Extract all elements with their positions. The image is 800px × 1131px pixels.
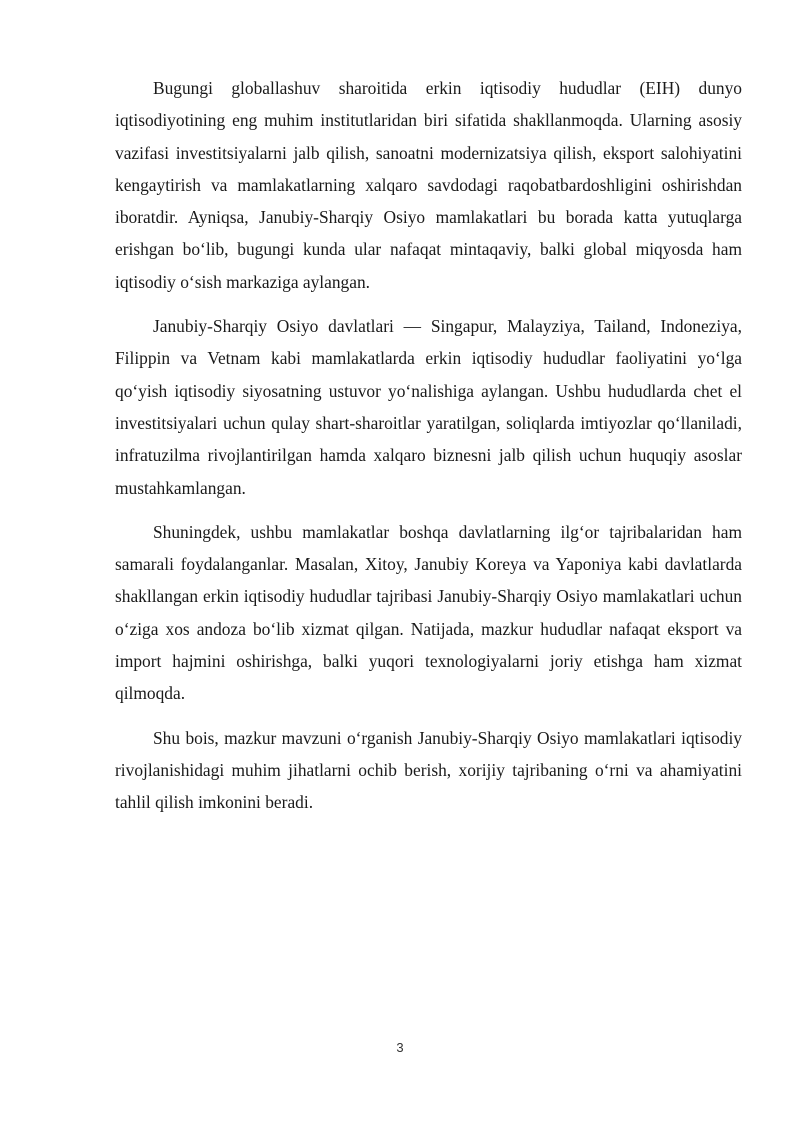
paragraph: Bugungi globallashuv sharoitida erkin iqtisodiy hududlar (EIH) dunyo iqtisodiyotining eng muhim institutlaridan biri sifatida shakllanmoqda. Ularning asosiy vazifasi investitsiyalarni jalb qilish, sanoatni modernizatsiya qilish, eksport salohiyatini kengaytirish va mamlakatlarning xalqaro savdodagi raqobatbardoshligini oshirishdan iboratdir. Ayniqsa, Janubiy-Sharqiy Osiyo mamlakatlari bu borada katta yutuqlarga erishgan bo‘lib, bugungi kunda ular nafaqat mintaqaviy, balki global miqyosda ham iqtisodiy o‘sish markaziga aylangan. bbox=[115, 78, 742, 292]
page-number: 3 bbox=[396, 1040, 404, 1055]
paragraph: Shu bois, mazkur mavzuni o‘rganish Janubiy-Sharqiy Osiyo mamlakatlari iqtisodiy rivojlanishidagi muhim jihatlarni ochib berish, xorijiy tajribaning o‘rni va ahamiyatini tahlil qilish imkonini beradi. bbox=[115, 727, 742, 813]
body-text bbox=[115, 72, 742, 831]
paragraph: Janubiy-Sharqiy Osiyo davlatlari — Singapur, Malayziya, Tailand, Indoneziya, Filippin va Vetnam kabi mamlakatlarda erkin iqtisodiy hududlar faoliyatini yo‘lga qo‘yish iqtisodiy siyosatning ustuvor yo‘nalishiga aylangan. Ushbu hududlarda chet el investitsiyalari uchun qulay shart-sharoitlar yaratilgan, soliqlarda imtiyozlar qo‘llaniladi, infratuzilma rivojlantirilgan hamda xalqaro biznesni jalb qilish uchun huquqiy asoslar mustahkamlangan. bbox=[115, 316, 742, 498]
paragraph: Shuningdek, ushbu mamlakatlar boshqa davlatlarning ilg‘or tajribalaridan ham samarali foydalanganlar. Masalan, Xitoy, Janubiy Koreya va Yaponiya kabi davlatlarda shakllangan erkin iqtisodiy hududlar tajribasi Janubiy-Sharqiy Osiyo mamlakatlari uchun o‘ziga xos andoza bo‘lib xizmat qilgan. Natijada, mazkur hududlar nafaqat eksport va import hajmini oshirishga, balki yuqori texnologiyalarni joriy etishga ham xizmat qilmoqda. bbox=[115, 521, 742, 704]
